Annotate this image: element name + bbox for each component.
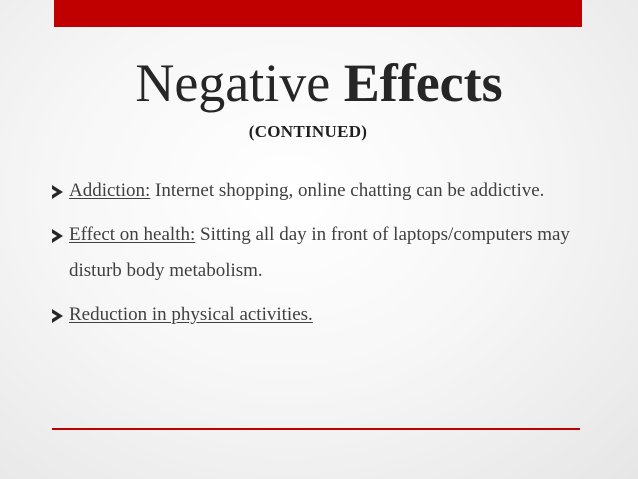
bullet-label: Addiction: bbox=[69, 180, 151, 201]
top-accent-bar bbox=[54, 0, 582, 27]
arrow-bullet-icon bbox=[52, 309, 63, 323]
bullet-item-health bbox=[52, 217, 592, 289]
bullet-label: Effect on health: bbox=[69, 224, 196, 245]
bullet-label: Reduction in physical activities. bbox=[69, 304, 313, 325]
arrow-bullet-icon bbox=[52, 185, 63, 199]
title-bold-text: Effects bbox=[343, 53, 503, 113]
slide-title bbox=[0, 52, 638, 114]
bottom-accent-line bbox=[52, 428, 580, 430]
bullet-text: Sitting all day in front of laptops/computers may disturb body metabolism. bbox=[69, 224, 570, 281]
bullet-item-physical bbox=[52, 297, 592, 333]
slide-subtitle: (CONTINUED) bbox=[248, 122, 368, 141]
arrow-bullet-icon bbox=[52, 229, 63, 243]
bullet-list bbox=[52, 173, 592, 341]
bullet-text: Internet shopping, online chatting can be addictive. bbox=[150, 180, 545, 201]
bullet-item-addiction bbox=[52, 173, 592, 209]
title-normal-text: Negative bbox=[135, 53, 344, 113]
